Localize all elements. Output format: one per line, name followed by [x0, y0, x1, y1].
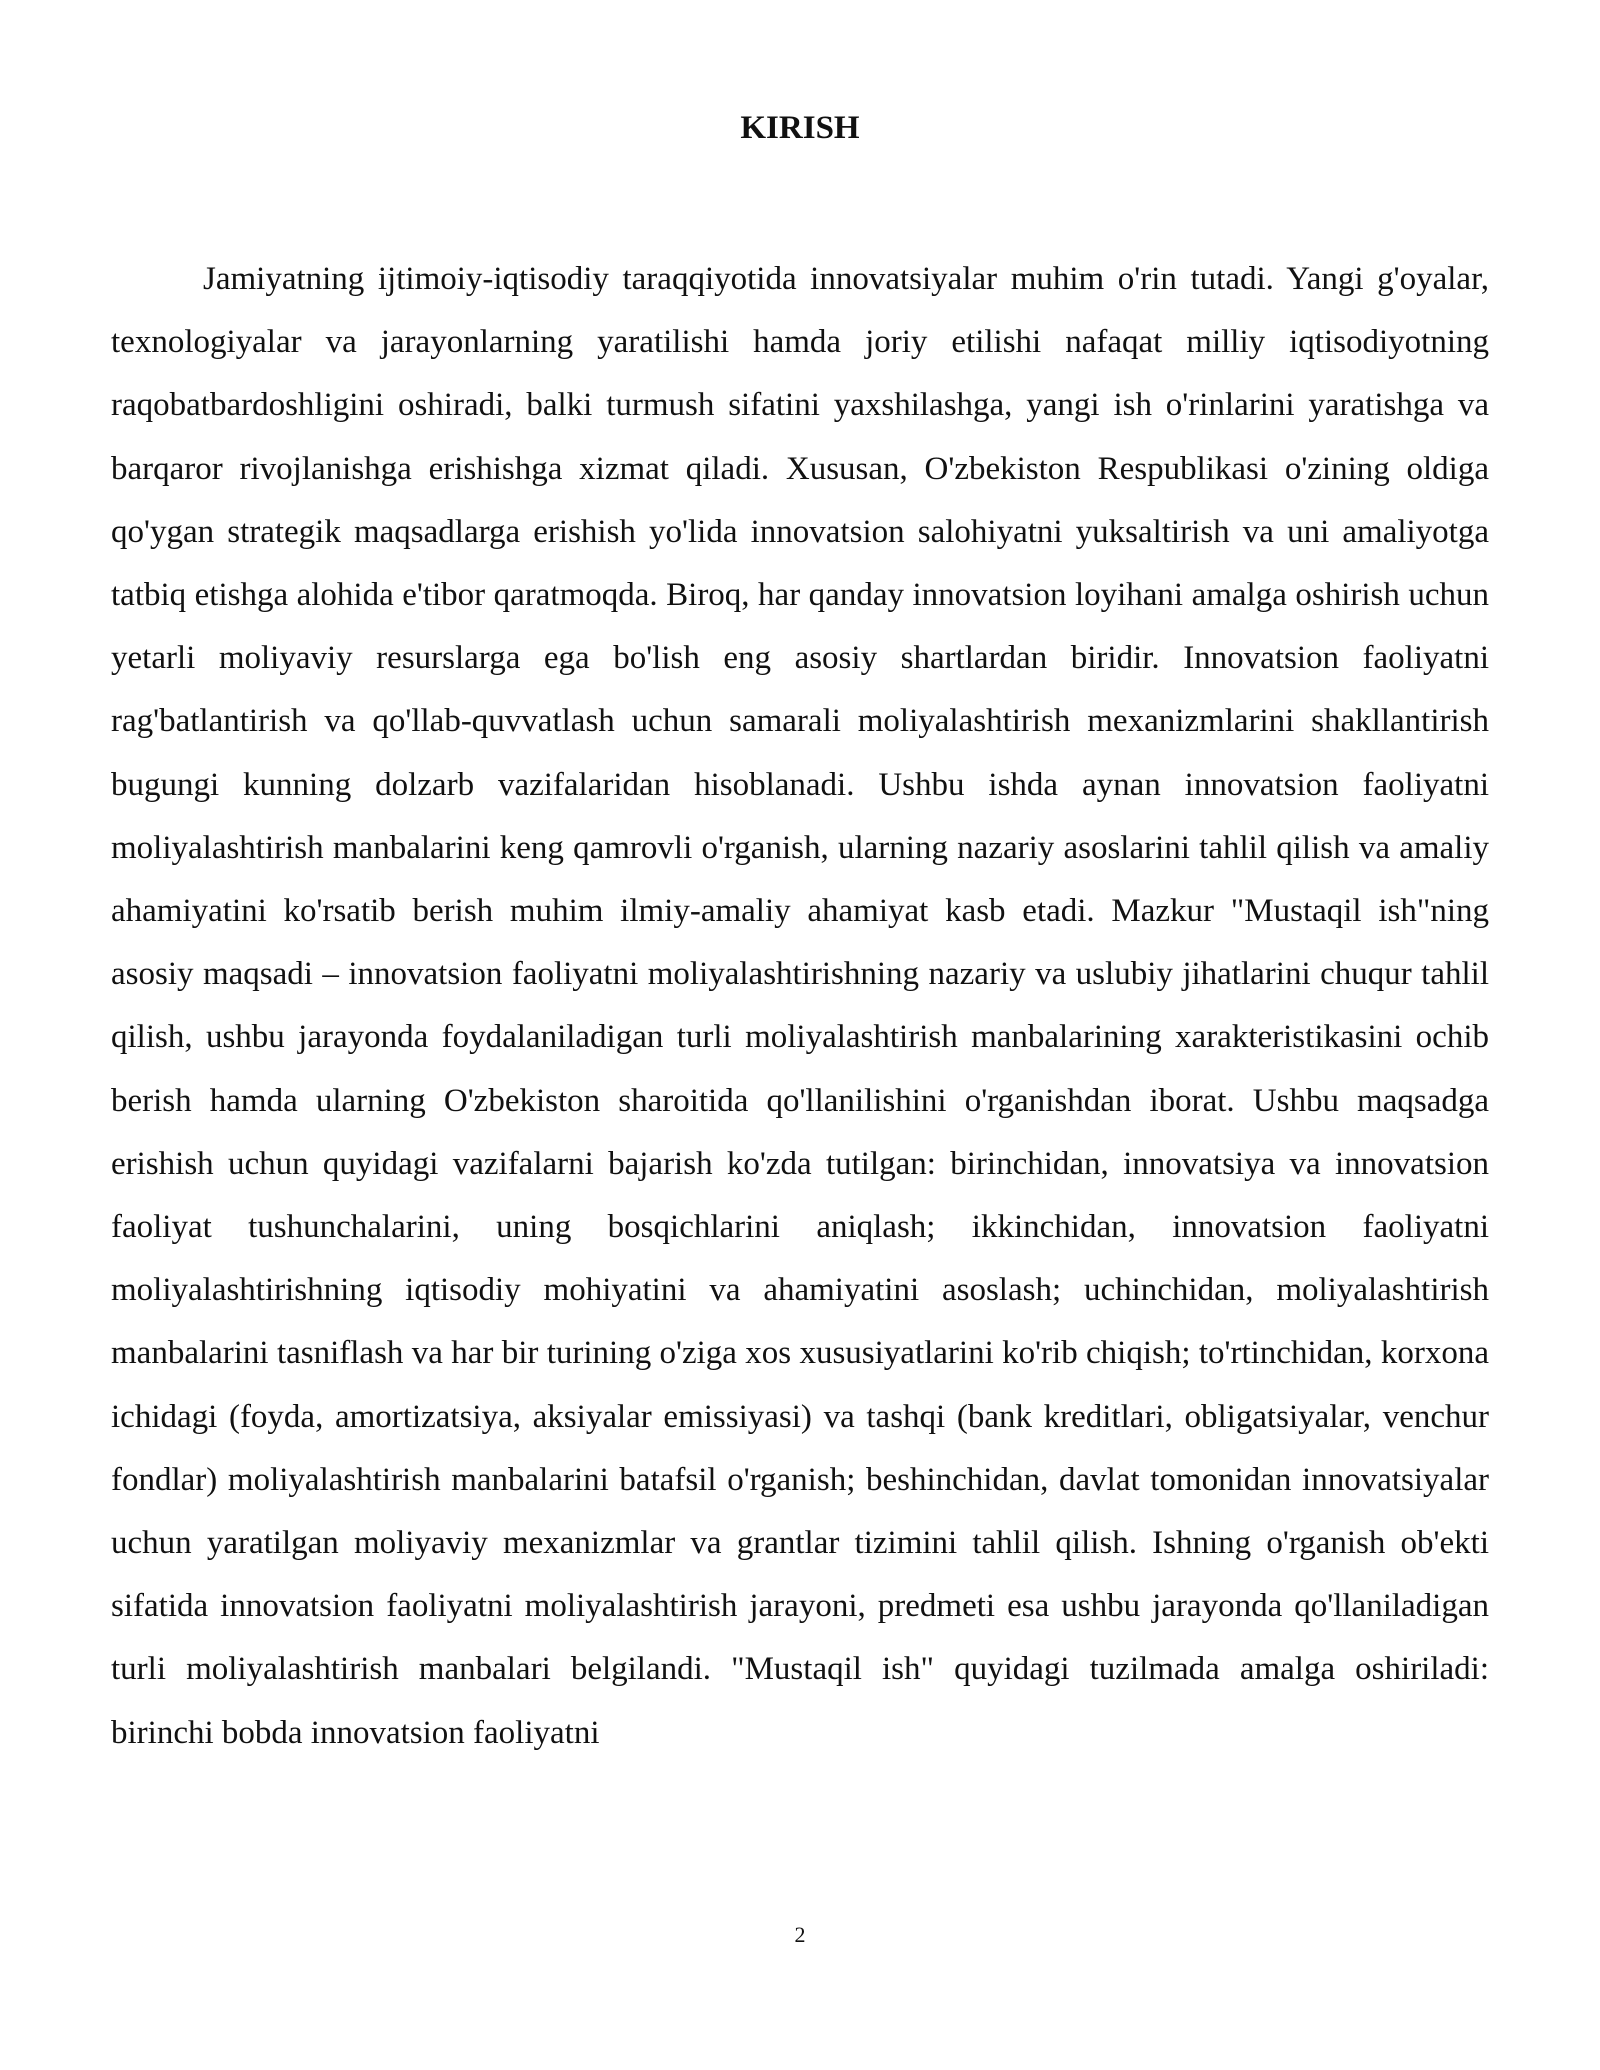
- page-number: 2: [794, 1922, 806, 1947]
- body-paragraph: Jamiyatning ijtimoiy-iqtisodiy taraqqiyotida innovatsiyalar muhim o'rin tutadi. Yangi g'oyalar, texnologiyalar va jarayonlarning yaratilishi hamda joriy etilishi nafaqat milliy iqtisodiyotning raqobatbardoshligini oshiradi, balki turmush sifatini yaxshilashga, yangi ish o'rinlarini yaratishga va barqaror rivojlanishga erishishga xizmat qiladi. Xususan, O'zbekiston Respublikasi o'zining oldiga qo'ygan strategik maqsadlarga erishish yo'lida innovatsion salohiyatni yuksaltirish va uni amaliyotga tatbiq etishga alohida e'tibor qaratmoqda. Biroq, har qanday innovatsion loyihani amalga oshirish uchun yetarli moliyaviy resurslarga ega bo'lish eng asosiy shartlardan biridir. Innovatsion faoliyatni rag'batlantirish va qo'llab-quvvatlash uchun samarali moliyalashtirish mexanizmlarini shakllantirish bugungi kunning dolzarb vazifalaridan hisoblanadi. Ushbu ishda aynan innovatsion faoliyatni moliyalashtirish manbalarini keng qamrovli o'rganish, ularning nazariy asoslarini tahlil qilish va amaliy ahamiyatini ko'rsatib berish muhim ilmiy-amaliy ahamiyat kasb etadi. Mazkur "Mustaqil ish"ning asosiy maqsadi – innovatsion faoliyatni moliyalashtirishning nazariy va uslubiy jihatlarini chuqur tahlil qilish, ushbu jarayonda foydalaniladigan turli moliyalashtirish manbalarining xarakteristikasini ochib berish hamda ularning O'zbekiston sharoitida qo'llanilishini o'rganishdan iborat. Ushbu maqsadga erishish uchun quyidagi vazifalarni bajarish ko'zda tutilgan: birinchidan, innovatsiya va innovatsion faoliyat tushunchalarini, uning bosqichlarini aniqlash; ikkinchidan, innovatsion faoliyatni moliyalashtirishning iqtisodiy mohiyatini va ahamiyatini asoslash; uchinchidan, moliyalashtirish manbalarini tasniflash va har bir turining o'ziga xos xususiyatlarini ko'rib chiqish; to'rtinchidan, korxona ichidagi (foyda, amortizatsiya, aksiyalar emissiyasi) va tashqi (bank kreditlari, obligatsiyalar, venchur fondlar) moliyalashtirish manbalarini batafsil o'rganish; beshinchidan, davlat tomonidan innovatsiyalar uchun yaratilgan moliyaviy mexanizmlar va grantlar tizimini tahlil qilish. Ishning o'rganish ob'ekti sifatida innovatsion faoliyatni moliyalashtirish jarayoni, predmeti esa ushbu jarayonda qo'llaniladigan turli moliyalashtirish manbalari belgilandi. "Mustaqil ish" quyidagi tuzilmada amalga oshiriladi: birinchi bobda innovatsion faoliyatni: [111, 261, 1489, 1751]
- page-title: KIRISH: [740, 110, 860, 146]
